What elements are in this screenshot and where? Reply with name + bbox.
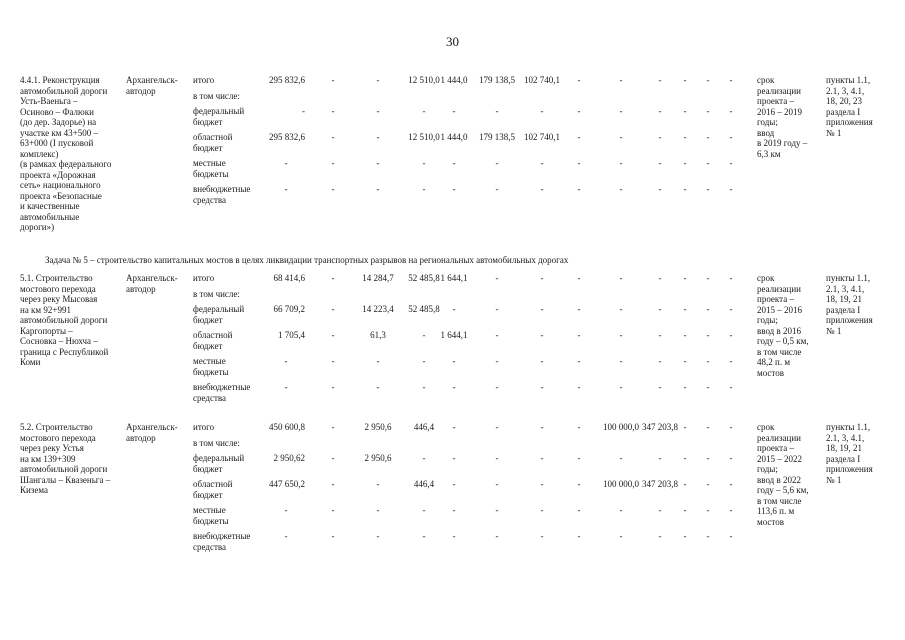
year-value: - [729, 479, 733, 489]
dash-cell: - [284, 184, 288, 194]
year-value: - [495, 479, 499, 489]
result-text: срок реализации проекта – 2015 – 2022 годы; ввод в 2022 году – 5,6 км, в том числе 113,6 п. м мостов [757, 422, 809, 527]
funding-label: в том числе: [193, 289, 240, 299]
dash-cell: - [376, 505, 380, 515]
dash-cell: - [422, 158, 426, 168]
year-value: 61,3 [370, 330, 386, 340]
dash-cell: - [540, 356, 544, 366]
year-value: - [577, 330, 581, 340]
year-value: - [619, 132, 623, 142]
year-value: - [706, 479, 710, 489]
total-oblast: 295 832,6 [269, 132, 305, 142]
dash-cell: - [683, 106, 687, 116]
year-value: - [452, 453, 456, 463]
year-value: - [540, 330, 544, 340]
dash-cell: - [331, 531, 335, 541]
year-value: - [540, 273, 544, 283]
year-value: - [729, 75, 733, 85]
year-value: - [683, 479, 687, 489]
executor: Архангельск- автодор [126, 75, 178, 96]
dash-cell: - [683, 505, 687, 515]
dash-cell: - [495, 505, 499, 515]
dash-cell: - [422, 106, 426, 116]
result-text: срок реализации проекта – 2015 – 2016 годы; ввод в 2016 году – 0,5 км, в том числе 48,2 п. м мостов [757, 273, 809, 378]
year-value: - [729, 273, 733, 283]
year-value: - [706, 422, 710, 432]
year-value: - [658, 132, 662, 142]
year-value: 446,4 [413, 422, 435, 432]
year-value: - [577, 422, 581, 432]
dash-cell: - [658, 106, 662, 116]
dash-cell: - [376, 356, 380, 366]
year-value: - [376, 479, 380, 489]
year-value: - [683, 330, 687, 340]
dash-cell: - [331, 382, 335, 392]
dash-cell: - [706, 106, 710, 116]
year-value: 100 000,0 [603, 422, 639, 432]
dash-cell: - [331, 158, 335, 168]
year-value: - [452, 304, 456, 314]
result-text: срок реализации проекта – 2016 – 2019 годы; ввод в 2019 году – 6,3 км [757, 75, 808, 159]
year-value: - [729, 304, 733, 314]
dash-cell: - [619, 106, 623, 116]
year-value: - [729, 330, 733, 340]
year-value: - [376, 132, 380, 142]
year-value: 100 000,0 [603, 479, 639, 489]
funding-label: внебюджетные средства [193, 184, 251, 205]
task-heading: Задача № 5 – строительство капитальных мостов в целях ликвидации транспортных разрывов на региональных автомобильных дорогах [45, 255, 569, 265]
dash-cell: - [452, 184, 456, 194]
year-value: - [577, 132, 581, 142]
year-value: 1 444,0 [440, 75, 468, 85]
year-value: - [729, 453, 733, 463]
funding-label: итого [193, 422, 215, 432]
year-value: - [331, 479, 335, 489]
funding-label: местные бюджеты [193, 158, 229, 179]
dash-cell: - [284, 382, 288, 392]
dash-cell: - [495, 382, 499, 392]
year-value: - [619, 75, 623, 85]
year-value: - [619, 453, 623, 463]
dash-cell: - [331, 106, 335, 116]
dash-cell: - [729, 184, 733, 194]
funding-label: внебюджетные средства [193, 382, 251, 403]
year-value: - [683, 75, 687, 85]
dash-cell: - [540, 382, 544, 392]
funding-label: областной бюджет [193, 479, 233, 500]
year-value: - [683, 422, 687, 432]
dash-cell: - [540, 505, 544, 515]
year-value: 2 950,6 [364, 453, 392, 463]
year-value: - [683, 304, 687, 314]
year-value: - [422, 330, 426, 340]
measure-name: 5.2. Строительство мостового перехода через реку Устья на км 139+309 автомобильной дороги Шангалы – Квазеньга – Кизема [20, 422, 111, 495]
dash-cell: - [540, 106, 544, 116]
dash-cell: - [683, 356, 687, 366]
year-value: - [683, 453, 687, 463]
year-value: - [495, 330, 499, 340]
year-value: - [577, 479, 581, 489]
year-value: - [495, 422, 499, 432]
dash-cell: - [284, 356, 288, 366]
year-value: - [452, 479, 456, 489]
year-value: 179 138,5 [479, 75, 515, 85]
year-value: 347 203,8 [642, 422, 678, 432]
year-value: - [331, 330, 335, 340]
year-value: - [577, 273, 581, 283]
year-value: - [540, 479, 544, 489]
dash-cell: - [658, 531, 662, 541]
dash-cell: - [577, 356, 581, 366]
year-value: 14 223,4 [362, 304, 394, 314]
total-federal: 2 950,62 [273, 453, 305, 463]
page-number: 30 [446, 34, 459, 49]
funding-label: итого [193, 75, 215, 85]
total-itogo: 68 414,6 [273, 273, 305, 283]
year-value: - [658, 330, 662, 340]
dash-cell: - [422, 505, 426, 515]
year-value: 12 510,0 [408, 75, 440, 85]
dash-cell: - [331, 356, 335, 366]
dash-cell: - [658, 356, 662, 366]
dash-cell: - [683, 531, 687, 541]
dash-cell: - [495, 531, 499, 541]
dash-cell: - [495, 106, 499, 116]
dash-cell: - [422, 382, 426, 392]
year-value: - [706, 330, 710, 340]
year-value: - [658, 75, 662, 85]
year-value: - [331, 75, 335, 85]
funding-label: местные бюджеты [193, 356, 229, 377]
year-value: - [577, 453, 581, 463]
dash-cell: - [577, 531, 581, 541]
reference-text: пункты 1.1, 2.1, 3, 4.1, 18, 19, 21 раздела I приложения № 1 [826, 273, 873, 336]
dash-cell: - [422, 356, 426, 366]
dash-cell: - [729, 531, 733, 541]
year-value: 1 444,0 [440, 132, 468, 142]
funding-label: внебюджетные средства [193, 531, 251, 552]
total-federal: 66 709,2 [273, 304, 305, 314]
funding-label: в том числе: [193, 91, 240, 101]
measure-name: 5.1. Строительство мостового перехода через реку Мысовая на км 92+991 автомобильной дороги Каргопорты – Сосновка – Нюхча – граница с Республикой Коми [20, 273, 109, 367]
year-value: 347 203,8 [642, 479, 678, 489]
year-value: - [729, 422, 733, 432]
dash-cell: - [331, 505, 335, 515]
year-value: - [706, 273, 710, 283]
dash-cell: - [452, 505, 456, 515]
dash-cell: - [619, 184, 623, 194]
total-itogo: 450 600,8 [269, 422, 305, 432]
dash-cell: - [577, 184, 581, 194]
year-value: - [495, 273, 499, 283]
reference-text: пункты 1.1, 2.1, 3, 4.1, 18, 20, 23 раздела I приложения № 1 [826, 75, 873, 138]
dash-cell: - [422, 184, 426, 194]
year-value: 12 510,0 [408, 132, 440, 142]
dash-cell: - [452, 531, 456, 541]
year-value: - [422, 453, 426, 463]
year-value: 102 740,1 [524, 75, 560, 85]
dash-cell: - [376, 382, 380, 392]
year-value: - [706, 304, 710, 314]
year-value: - [706, 132, 710, 142]
dash-cell: - [540, 184, 544, 194]
funding-label: областной бюджет [193, 330, 233, 351]
year-value: - [658, 304, 662, 314]
executor: Архангельск- автодор [126, 273, 178, 294]
dash-cell: - [706, 531, 710, 541]
dash-cell: - [619, 505, 623, 515]
year-value: - [331, 132, 335, 142]
year-value: - [376, 75, 380, 85]
dash-cell: - [706, 158, 710, 168]
dash-cell: - [658, 158, 662, 168]
funding-label: федеральный бюджет [193, 453, 245, 474]
dash-cell: - [577, 106, 581, 116]
total-oblast: 447 650,2 [269, 479, 305, 489]
dash-cell: - [495, 158, 499, 168]
dash-cell: - [284, 531, 288, 541]
year-value: - [658, 453, 662, 463]
dash-cell: - [658, 382, 662, 392]
year-value: - [619, 304, 623, 314]
year-value: - [619, 273, 623, 283]
year-value: - [540, 453, 544, 463]
dash-cell: - [706, 356, 710, 366]
dash-cell: - [577, 158, 581, 168]
funding-label: итого [193, 273, 215, 283]
dash-cell: - [729, 356, 733, 366]
total-federal: - [302, 106, 305, 116]
dash-cell: - [658, 184, 662, 194]
dash-cell: - [706, 382, 710, 392]
year-value: - [683, 132, 687, 142]
year-value: - [706, 75, 710, 85]
dash-cell: - [729, 382, 733, 392]
year-value: - [452, 422, 456, 432]
dash-cell: - [284, 505, 288, 515]
dash-cell: - [376, 531, 380, 541]
year-value: - [331, 304, 335, 314]
dash-cell: - [452, 382, 456, 392]
year-value: 52 485,8 [408, 304, 440, 314]
dash-cell: - [706, 505, 710, 515]
dash-cell: - [577, 505, 581, 515]
year-value: - [706, 453, 710, 463]
year-value: - [658, 273, 662, 283]
executor: Архангельск- автодор [126, 422, 178, 443]
funding-label: областной бюджет [193, 132, 233, 153]
dash-cell: - [495, 184, 499, 194]
year-value: - [577, 304, 581, 314]
dash-cell: - [619, 356, 623, 366]
dash-cell: - [495, 356, 499, 366]
dash-cell: - [284, 158, 288, 168]
year-value: 14 284,7 [362, 273, 394, 283]
year-value: - [619, 330, 623, 340]
funding-label: местные бюджеты [193, 505, 229, 526]
dash-cell: - [540, 531, 544, 541]
dash-cell: - [683, 184, 687, 194]
year-value: - [540, 422, 544, 432]
year-value: - [683, 273, 687, 283]
dash-cell: - [422, 531, 426, 541]
total-itogo: 295 832,6 [269, 75, 305, 85]
dash-cell: - [577, 382, 581, 392]
dash-cell: - [619, 158, 623, 168]
year-value: - [540, 304, 544, 314]
year-value: 102 740,1 [524, 132, 560, 142]
funding-label: в том числе: [193, 438, 240, 448]
dash-cell: - [540, 158, 544, 168]
dash-cell: - [729, 505, 733, 515]
reference-text: пункты 1.1, 2.1, 3, 4.1, 18, 19, 21 раздела I приложения № 1 [826, 422, 873, 485]
year-value: - [331, 453, 335, 463]
dash-cell: - [619, 382, 623, 392]
year-value: - [577, 75, 581, 85]
year-value: 1 644,1 [440, 330, 468, 340]
year-value: - [729, 132, 733, 142]
dash-cell: - [331, 184, 335, 194]
year-value: 52 485,8 [408, 273, 440, 283]
dash-cell: - [376, 106, 380, 116]
dash-cell: - [452, 158, 456, 168]
year-value: - [331, 273, 335, 283]
dash-cell: - [658, 505, 662, 515]
year-value: 1 644,1 [440, 273, 468, 283]
funding-label: федеральный бюджет [193, 106, 245, 127]
year-value: 446,4 [413, 479, 435, 489]
year-value: 2 950,6 [364, 422, 392, 432]
year-value: - [331, 422, 335, 432]
dash-cell: - [683, 382, 687, 392]
year-value: 179 138,5 [479, 132, 515, 142]
measure-name: 4.4.1. Реконструкция автомобильной дороги Усть-Ваеньга – Осиново – Фалюки (до дер. Задорье) на участке км 43+500 – 63+000 (I пусковой комплекс) (в рамках федерального проекта «Дорожная сеть» национального проекта «Безопасные и качественные автомобильные дороги») [20, 75, 112, 232]
dash-cell: - [729, 106, 733, 116]
dash-cell: - [452, 106, 456, 116]
year-value: - [495, 304, 499, 314]
year-value: - [495, 453, 499, 463]
dash-cell: - [376, 184, 380, 194]
total-oblast: 1 705,4 [278, 330, 305, 340]
dash-cell: - [619, 531, 623, 541]
dash-cell: - [706, 184, 710, 194]
dash-cell: - [376, 158, 380, 168]
dash-cell: - [729, 158, 733, 168]
dash-cell: - [683, 158, 687, 168]
dash-cell: - [452, 356, 456, 366]
funding-label: федеральный бюджет [193, 304, 245, 325]
